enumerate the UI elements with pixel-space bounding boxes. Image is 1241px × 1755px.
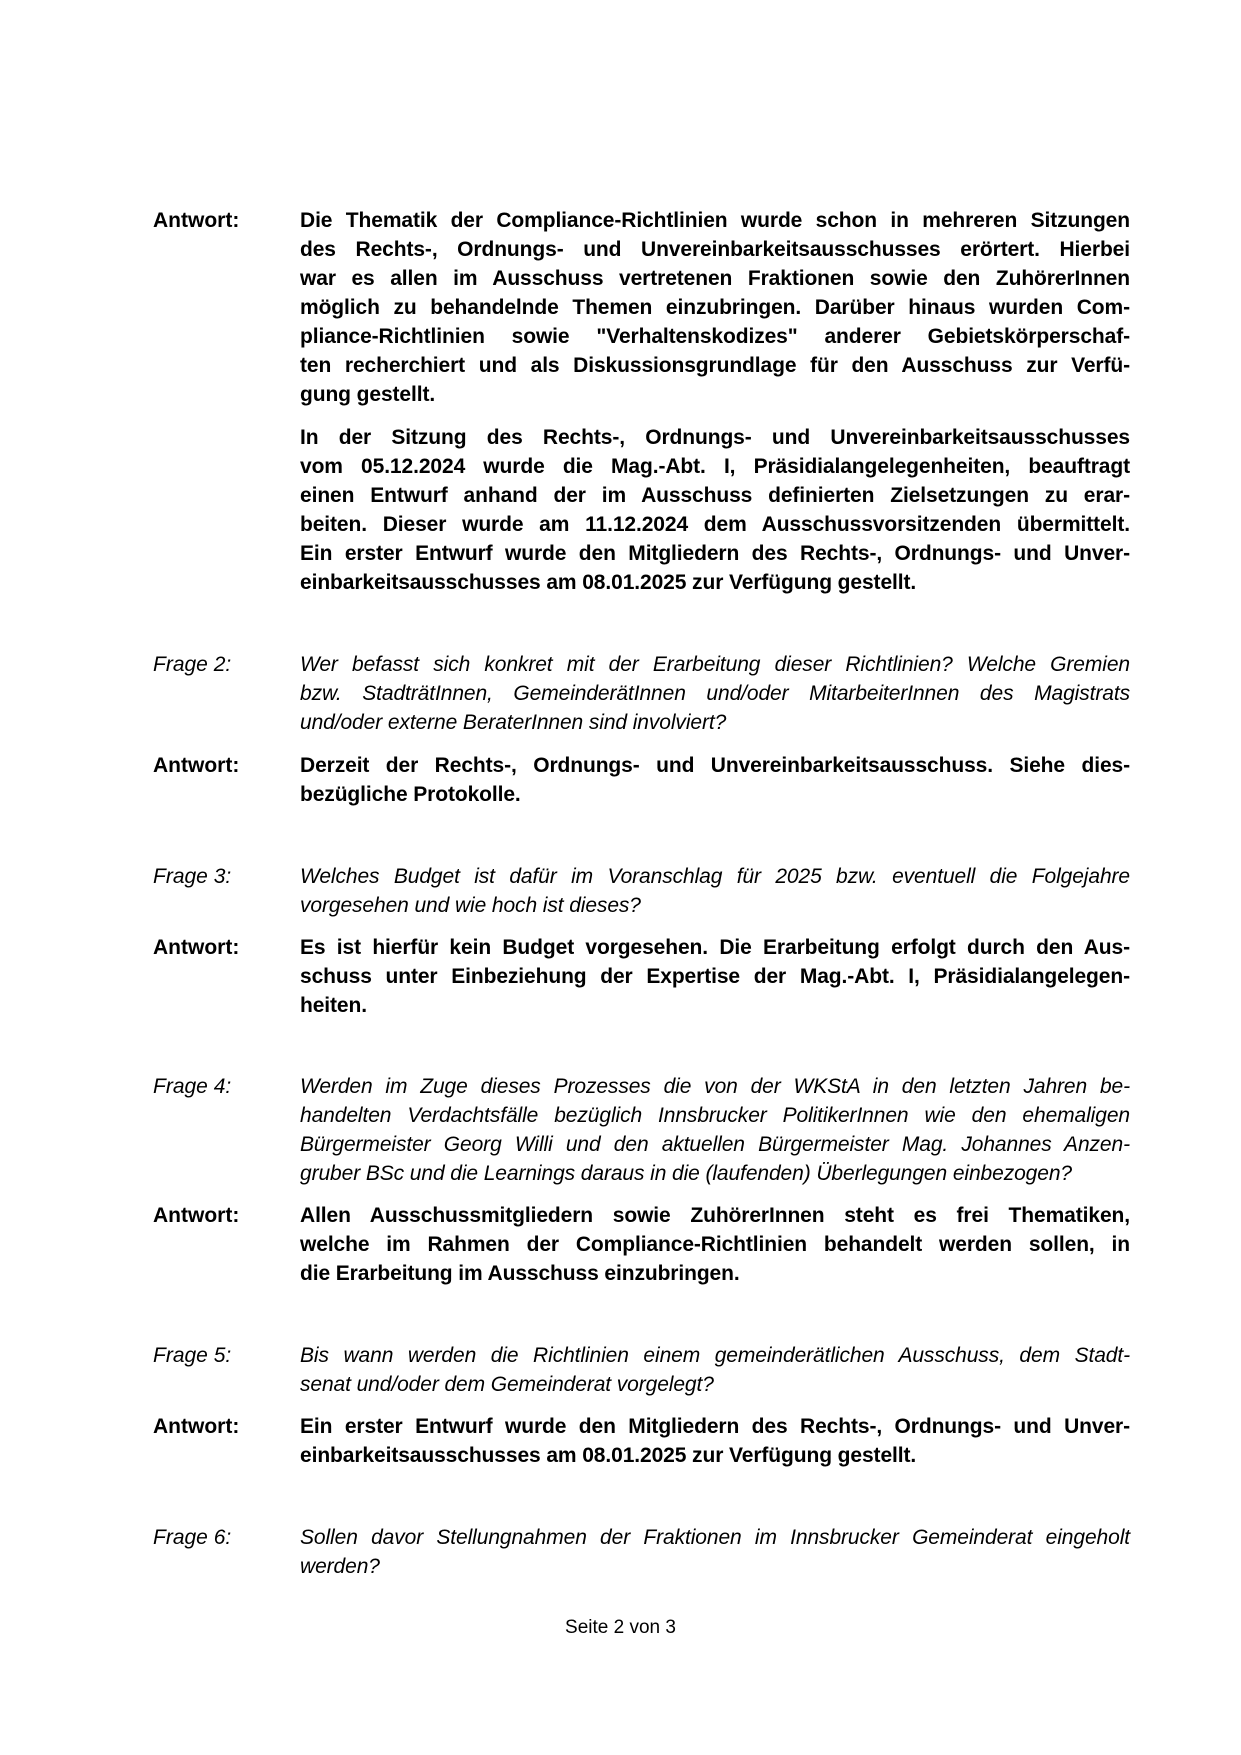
answer-text-line: schuss unter Einbeziehung der Expertise der Mag.-Abt. I, Präsidialangelegen- (300, 965, 1130, 988)
question-label: Frage 2: (153, 653, 232, 676)
answer-text-line: einbarkeitsausschusses am 08.01.2025 zur Verfügung gestellt. (300, 1444, 917, 1467)
answer-label: Antwort: (153, 1415, 240, 1438)
question-text-line: Werden im Zuge dieses Prozesses die von der WKStA in den letzten Jahren be- (300, 1075, 1130, 1098)
question-text-line: gruber BSc und die Learnings daraus in die (laufenden) Überlegungen einbezogen? (300, 1162, 1072, 1185)
answer-text-line: ten recherchiert und als Diskussionsgrundlage für den Ausschuss zur Verfü- (300, 354, 1130, 377)
answer-text-line: beiten. Dieser wurde am 11.12.2024 dem Ausschussvorsitzenden übermittelt. (300, 513, 1130, 536)
question-text-line: handelten Verdachtsfälle bezüglich Innsbrucker PolitikerInnen wie den ehemaligen (300, 1104, 1130, 1127)
answer-text-line: bezügliche Protokolle. (300, 783, 521, 806)
question-text-line: Sollen davor Stellungnahmen der Fraktionen im Innsbrucker Gemeinderat eingeholt (300, 1526, 1130, 1549)
question-label: Frage 5: (153, 1344, 232, 1367)
question-text-line: Bis wann werden die Richtlinien einem gemeinderätlichen Ausschuss, dem Stadt- (300, 1344, 1130, 1367)
answer-text-line: vom 05.12.2024 wurde die Mag.-Abt. I, Präsidialangelegenheiten, beauftragt (300, 455, 1130, 478)
question-text-line: senat und/oder dem Gemeinderat vorgelegt? (300, 1373, 714, 1396)
question-text-line: vorgesehen und wie hoch ist dieses? (300, 894, 641, 917)
question-text-line: und/oder externe BeraterInnen sind involviert? (300, 711, 727, 734)
question-label: Frage 3: (153, 865, 232, 888)
answer-text-line: gung gestellt. (300, 383, 436, 406)
question-label: Frage 4: (153, 1075, 232, 1098)
answer-text-line: Derzeit der Rechts-, Ordnungs- und Unvereinbarkeitsausschuss. Siehe dies- (300, 754, 1130, 777)
answer-text-line: war es allen im Ausschuss vertretenen Fraktionen sowie den ZuhörerInnen (300, 267, 1130, 290)
question-text-line: werden? (300, 1555, 380, 1578)
answer-text-line: Ein erster Entwurf wurde den Mitgliedern des Rechts-, Ordnungs- und Unver- (300, 542, 1130, 565)
answer-text-line: Es ist hierfür kein Budget vorgesehen. Die Erarbeitung erfolgt durch den Aus- (300, 936, 1130, 959)
question-text-line: Welches Budget ist dafür im Voranschlag für 2025 bzw. eventuell die Folgejahre (300, 865, 1130, 888)
answer-text-line: möglich zu behandelnde Themen einzubringen. Darüber hinaus wurden Com- (300, 296, 1130, 319)
page-number-footer: Seite 2 von 3 (565, 1617, 676, 1638)
answer-text-line: pliance-Richtlinien sowie "Verhaltenskodizes" anderer Gebietskörperschaf- (300, 325, 1130, 348)
answer-text-line: heiten. (300, 994, 367, 1017)
answer-text-line: des Rechts-, Ordnungs- und Unvereinbarkeitsausschusses erörtert. Hierbei (300, 238, 1130, 261)
question-text-line: Bürgermeister Georg Willi und den aktuellen Bürgermeister Mag. Johannes Anzen- (300, 1133, 1130, 1156)
answer-text-line: Allen Ausschussmitgliedern sowie ZuhörerInnen steht es frei Thematiken, (300, 1204, 1130, 1227)
answer-label: Antwort: (153, 754, 240, 777)
answer-text-line: Die Thematik der Compliance-Richtlinien wurde schon in mehreren Sitzungen (300, 209, 1130, 232)
question-label: Frage 6: (153, 1526, 232, 1549)
answer-label: Antwort: (153, 936, 240, 959)
question-text-line: bzw. StadträtInnen, GemeinderätInnen und/oder MitarbeiterInnen des Magistrats (300, 682, 1130, 705)
answer-label: Antwort: (153, 1204, 240, 1227)
answer-text-line: Ein erster Entwurf wurde den Mitgliedern des Rechts-, Ordnungs- und Unver- (300, 1415, 1130, 1438)
answer-text-line: einbarkeitsausschusses am 08.01.2025 zur Verfügung gestellt. (300, 571, 917, 594)
answer-text-line: einen Entwurf anhand der im Ausschuss definierten Zielsetzungen zu erar- (300, 484, 1130, 507)
answer-text-line: welche im Rahmen der Compliance-Richtlinien behandelt werden sollen, in (300, 1233, 1130, 1256)
question-text-line: Wer befasst sich konkret mit der Erarbeitung dieser Richtlinien? Welche Gremien (300, 653, 1130, 676)
answer-label: Antwort: (153, 209, 240, 232)
answer-text-line: In der Sitzung des Rechts-, Ordnungs- und Unvereinbarkeitsausschusses (300, 426, 1130, 449)
answer-text-line: die Erarbeitung im Ausschuss einzubringen. (300, 1262, 740, 1285)
